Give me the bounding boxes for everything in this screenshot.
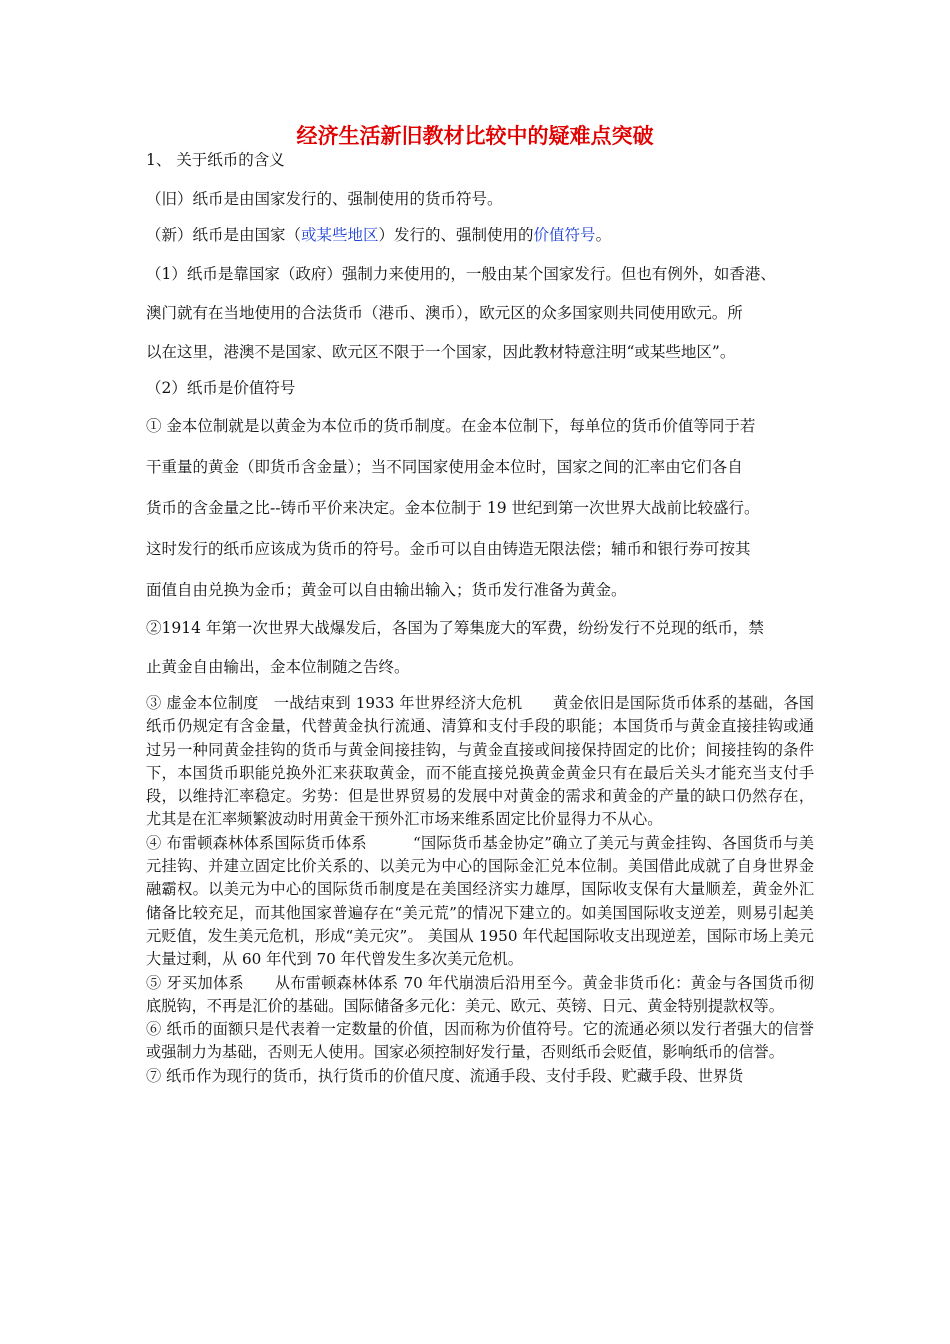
item3-paragraph: ③ 虚金本位制度 一战结束到 1933 年世界经济大危机 黄金依旧是国际货币体系的基础，各国纸币仍规定有含金量，代替黄金执行流通、清算和支付手段的职能；本国货币与黄金直接挂钩或通过另一种同黄金挂钩的货币与黄金间接挂钩，与黄金直接或间接保持固定的比价；间接挂钩的条件下，本国货币职能兑换外汇来获取黄金，而不能直接兑换黄金黄金只有在最后关头才能充当支付手段，以维持汇率稳定。劣势：但是世界贸易的发展中对黄金的需求和黄金的产量的缺口仍然存在，尤其是在汇率频繁波动时用黄金干预外汇市场来维系固定比价显得力不从心。 [146,694,814,829]
new-definition [146,224,818,246]
point2-heading: （2）纸币是价值符号 [146,379,296,397]
item1-line: 货币的含金量之比--铸币平价来决定。金本位制于 19 世纪到第一次世界大战前比较盛行。 [146,499,760,517]
item6-paragraph: ⑥ 纸币的面额只是代表着一定数量的价值，因而称为价值符号。它的流通必须以发行者强大的信誉或强制力为基础，否则无人使用。国家必须控制好发行量，否则纸币会贬值，影响纸币的信誉。 [146,1020,814,1062]
old-definition: （旧）纸币是由国家发行的、强制使用的货币符号。 [146,190,503,208]
section-heading: 1、 关于纸币的含义 [146,151,285,169]
item1-line: ① 金本位制就是以黄金为本位币的货币制度。在金本位制下，每单位的货币价值等同于若 [146,417,756,435]
point1-line: （1）纸币是靠国家（政府）强制力来使用的，一般由某个国家发行。但也有例外，如香港、 [146,265,776,283]
item5-paragraph: ⑤ 牙买加体系 从布雷顿森林体系 70 年代崩溃后沿用至今。黄金非货币化：黄金与各国货币彻底脱钩，不再是汇价的基础。国际储备多元化：美元、欧元、英镑、日元、黄金特别提款权等。 [146,973,814,1015]
item1-line: 这时发行的纸币应该成为货币的符号。金币可以自由铸造无限法偿；辅币和银行券可按其 [146,540,751,558]
item1-line: 面值自由兑换为金币；黄金可以自由输出输入；货币发行准备为黄金。 [146,581,627,599]
point1-line: 澳门就有在当地使用的合法货币（港币、澳币），欧元区的众多国家则共同使用欧元。所 [146,304,743,322]
point1-line: 以在这里，港澳不是国家、欧元区不限于一个国家，因此教材特意注明“或某些地区”。 [146,343,736,361]
new-definition-part1: （新）纸币是由国家（ [146,226,302,244]
item7-paragraph: ⑦ 纸币作为现行的货币，执行货币的价值尺度、流通手段、支付手段、贮藏手段、世界货 [146,1066,744,1085]
new-definition-part2: ）发行的、强制使用的 [378,226,534,244]
dense-paragraphs [146,692,814,1088]
document-title: 经济生活新旧教材比较中的疑难点突破 [296,124,654,148]
item2-line: 止黄金自由输出，金本位制随之告终。 [146,658,410,676]
highlight-some-regions: 或某些地区 [301,226,379,244]
highlight-value-symbol: 价值符号 [533,226,596,244]
item1-line: 干重量的黄金（即货币含金量）；当不同国家使用金本位时，国家之间的汇率由它们各自 [146,458,743,476]
new-definition-part3: 。 [595,226,612,244]
item4-paragraph: ④ 布雷顿森林体系国际货币体系 “国际货币基金协定”确立了美元与黄金挂钩、各国货币与美元挂钩、并建立固定比价关系的、以美元为中心的国际金汇兑本位制。美国借此成就了自身世界金融霸权。以美元为中心的国际货币制度是在美国经济实力雄厚，国际收支保有大量顺差，黄金外汇储备比较充足，而其他国家普遍存在“美元荒”的情况下建立的。如美国国际收支逆差，则易引起美元贬值，发生美元危机，形成“美元灾”。 美国从 1950 年代起国际收支出现逆差，国际市场上美元大量过剩，从 60 年代到 70 年代曾发生多次美元危机。 [146,833,814,969]
item2-line: ②1914 年第一次世界大战爆发后，各国为了筹集庞大的军费，纷纷发行不兑现的纸币，禁 [146,619,764,637]
